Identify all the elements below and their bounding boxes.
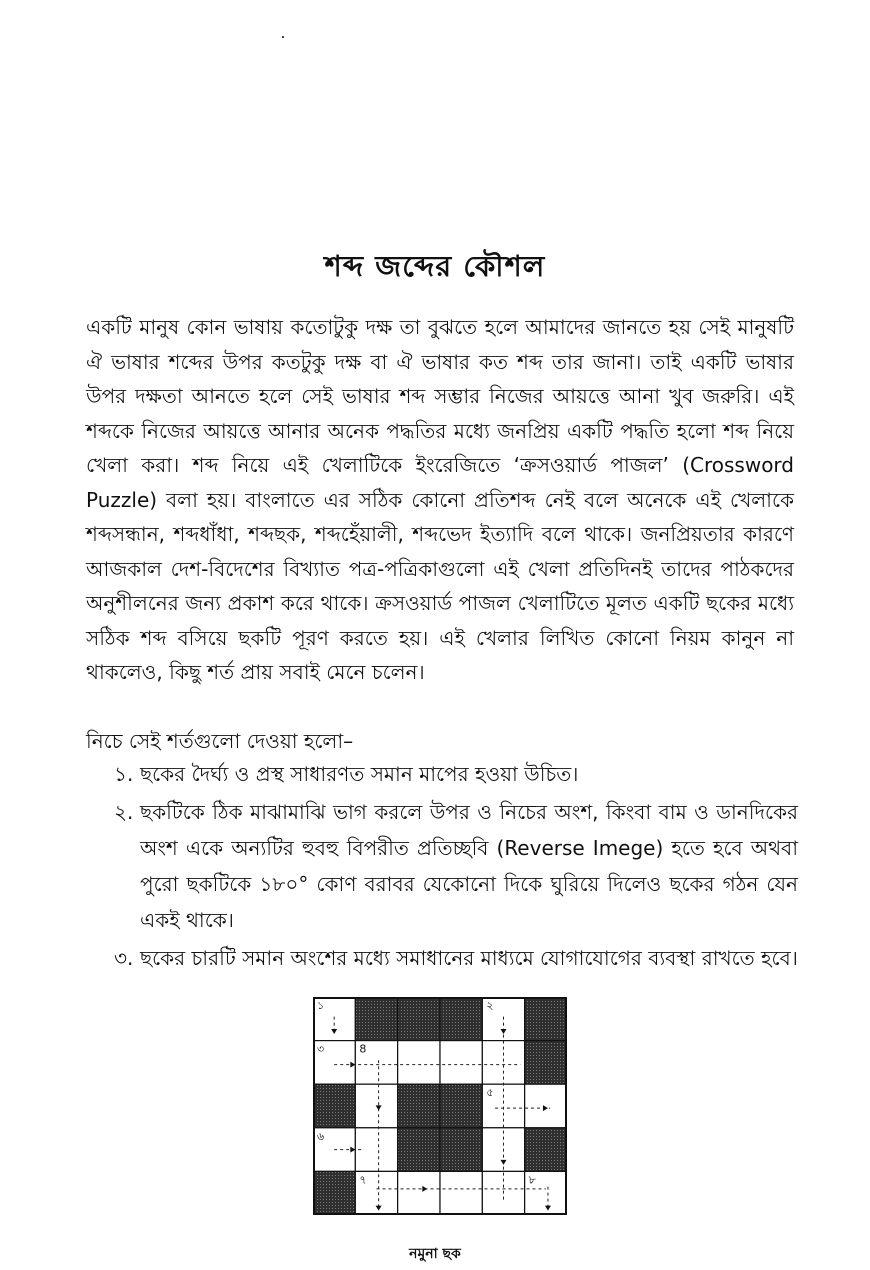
blank-cell [440, 1041, 482, 1085]
shaded-cell [525, 1128, 567, 1172]
shaded-cell [440, 1128, 482, 1172]
page-title: শব্দ জব্দের কৌশল [324, 249, 546, 283]
shaded-cell [313, 1171, 355, 1215]
body-paragraph: একটি মানুষ কোন ভাষায় কতোটুকু দক্ষ তা বুঝতে হলে আমাদের জানতে হয় সেই মানুষটি ঐ ভাষার শব্দের উপর কতটুকু দক্ষ বা ঐ ভাষার কত শব্দ তার জানা। তাই একটি ভাষার উপর দক্ষতা আনতে হলে সেই ভাষার শব্দ সম্ভার নিজের আয়ত্তে আনা খুব জরুরি। এই শব্দকে নিজের আয়ত্তে আনার অনেক পদ্ধতির মধ্যে জনপ্রিয় একটি পদ্ধতি হলো শব্দ নিয়ে খেলা করা। শব্দ নিয়ে এই খেলাটিকে ইংরেজিতে ‘ক্রসওয়ার্ড পাজল’ (Crossword Puzzle) বলা হয়। বাংলাতে এর সঠিক কোনো প্রতিশব্দ নেই বলে অনেকে এই খেলাকে শব্দসন্ধান, শব্দধাঁধা, শব্দছক, শব্দহেঁয়ালী, শব্দভেদ ইত্যাদি বলে থাকে। জনপ্রিয়তার কারণে আজকাল দেশ-বিদেশের বিখ্যাত পত্র-পত্রিকাগুলো এই খেলা প্রতিদিনই তাদের পাঠকদের অনুশীলনের জন্য প্রকাশ করে থাকে। ক্রসওয়ার্ড পাজল খেলাটিতে মূলত একটি ছকের মধ্যে সঠিক শব্দ বসিয়ে ছকটি পূরণ করতে হয়। এই খেলার লিখিত কোনো নিয়ম কানুন না থাকলেও, কিছু শর্ত প্রায় সবাই মেনে চলেন। [86, 315, 794, 684]
rules-list [86, 756, 798, 978]
blank-cell [440, 1171, 482, 1215]
rule-text: ছকের চারটি সমান অংশের মধ্যে সমাধানের মাধ্যমে যোগাযোগের ব্যবস্থা রাখতে হবে। [140, 946, 798, 970]
rule-text: ছকের দৈর্ঘ্য ও প্রস্থ সাধারণত সমান মাপের হওয়া উচিত। [140, 762, 579, 786]
clue-number: ৩ [317, 1042, 325, 1056]
shaded-cell [440, 997, 482, 1041]
clue-number: ৬ [317, 1129, 325, 1143]
blank-cell [525, 1084, 567, 1128]
shaded-cell [398, 1128, 440, 1172]
blank-cell [398, 1041, 440, 1085]
clue-number: ১ [317, 999, 325, 1012]
clue-number: ৫ [486, 1086, 494, 1100]
blank-cell [355, 1128, 397, 1172]
print-speck [282, 36, 284, 38]
figure-caption: নমুনা ছক [409, 1246, 461, 1262]
shaded-cell [313, 1084, 355, 1128]
rule-number: ১. [114, 762, 134, 786]
crossword-grid [313, 997, 567, 1215]
clue-number: ৭ [359, 1173, 367, 1187]
rules-intro: নিচে সেই শর্তগুলো দেওয়া হলো– [86, 729, 354, 753]
rule-item [86, 794, 798, 938]
shaded-cell [398, 997, 440, 1041]
sample-crossword-figure [313, 997, 567, 1215]
clue-number: ২ [486, 999, 494, 1012]
clue-number: 8 [359, 1042, 367, 1056]
rule-number: ৩. [114, 946, 134, 970]
blank-cell [398, 1171, 440, 1215]
shaded-cell [398, 1084, 440, 1128]
shaded-cell [525, 997, 567, 1041]
rule-item [86, 756, 798, 792]
rule-text: ছকটিকে ঠিক মাঝামাঝি ভাগ করলে উপর ও নিচের অংশ, কিংবা বাম ও ডানদিকের অংশ একে অন্যটির হুবহু বিপরীত প্রতিচ্ছবি (Reverse Imege) হতে হবে অথবা পুরো ছকটিকে ১৮০° কোণ বরাবর যেকোনো দিকে ঘুরিয়ে দিলেও ছকের গঠন যেন একই থাকে। [140, 800, 798, 932]
shaded-cell [525, 1041, 567, 1085]
clue-number: ৮ [528, 1173, 536, 1187]
rule-number: ২. [114, 800, 134, 824]
shaded-cell [355, 997, 397, 1041]
shaded-cell [440, 1084, 482, 1128]
rule-item [86, 940, 798, 976]
